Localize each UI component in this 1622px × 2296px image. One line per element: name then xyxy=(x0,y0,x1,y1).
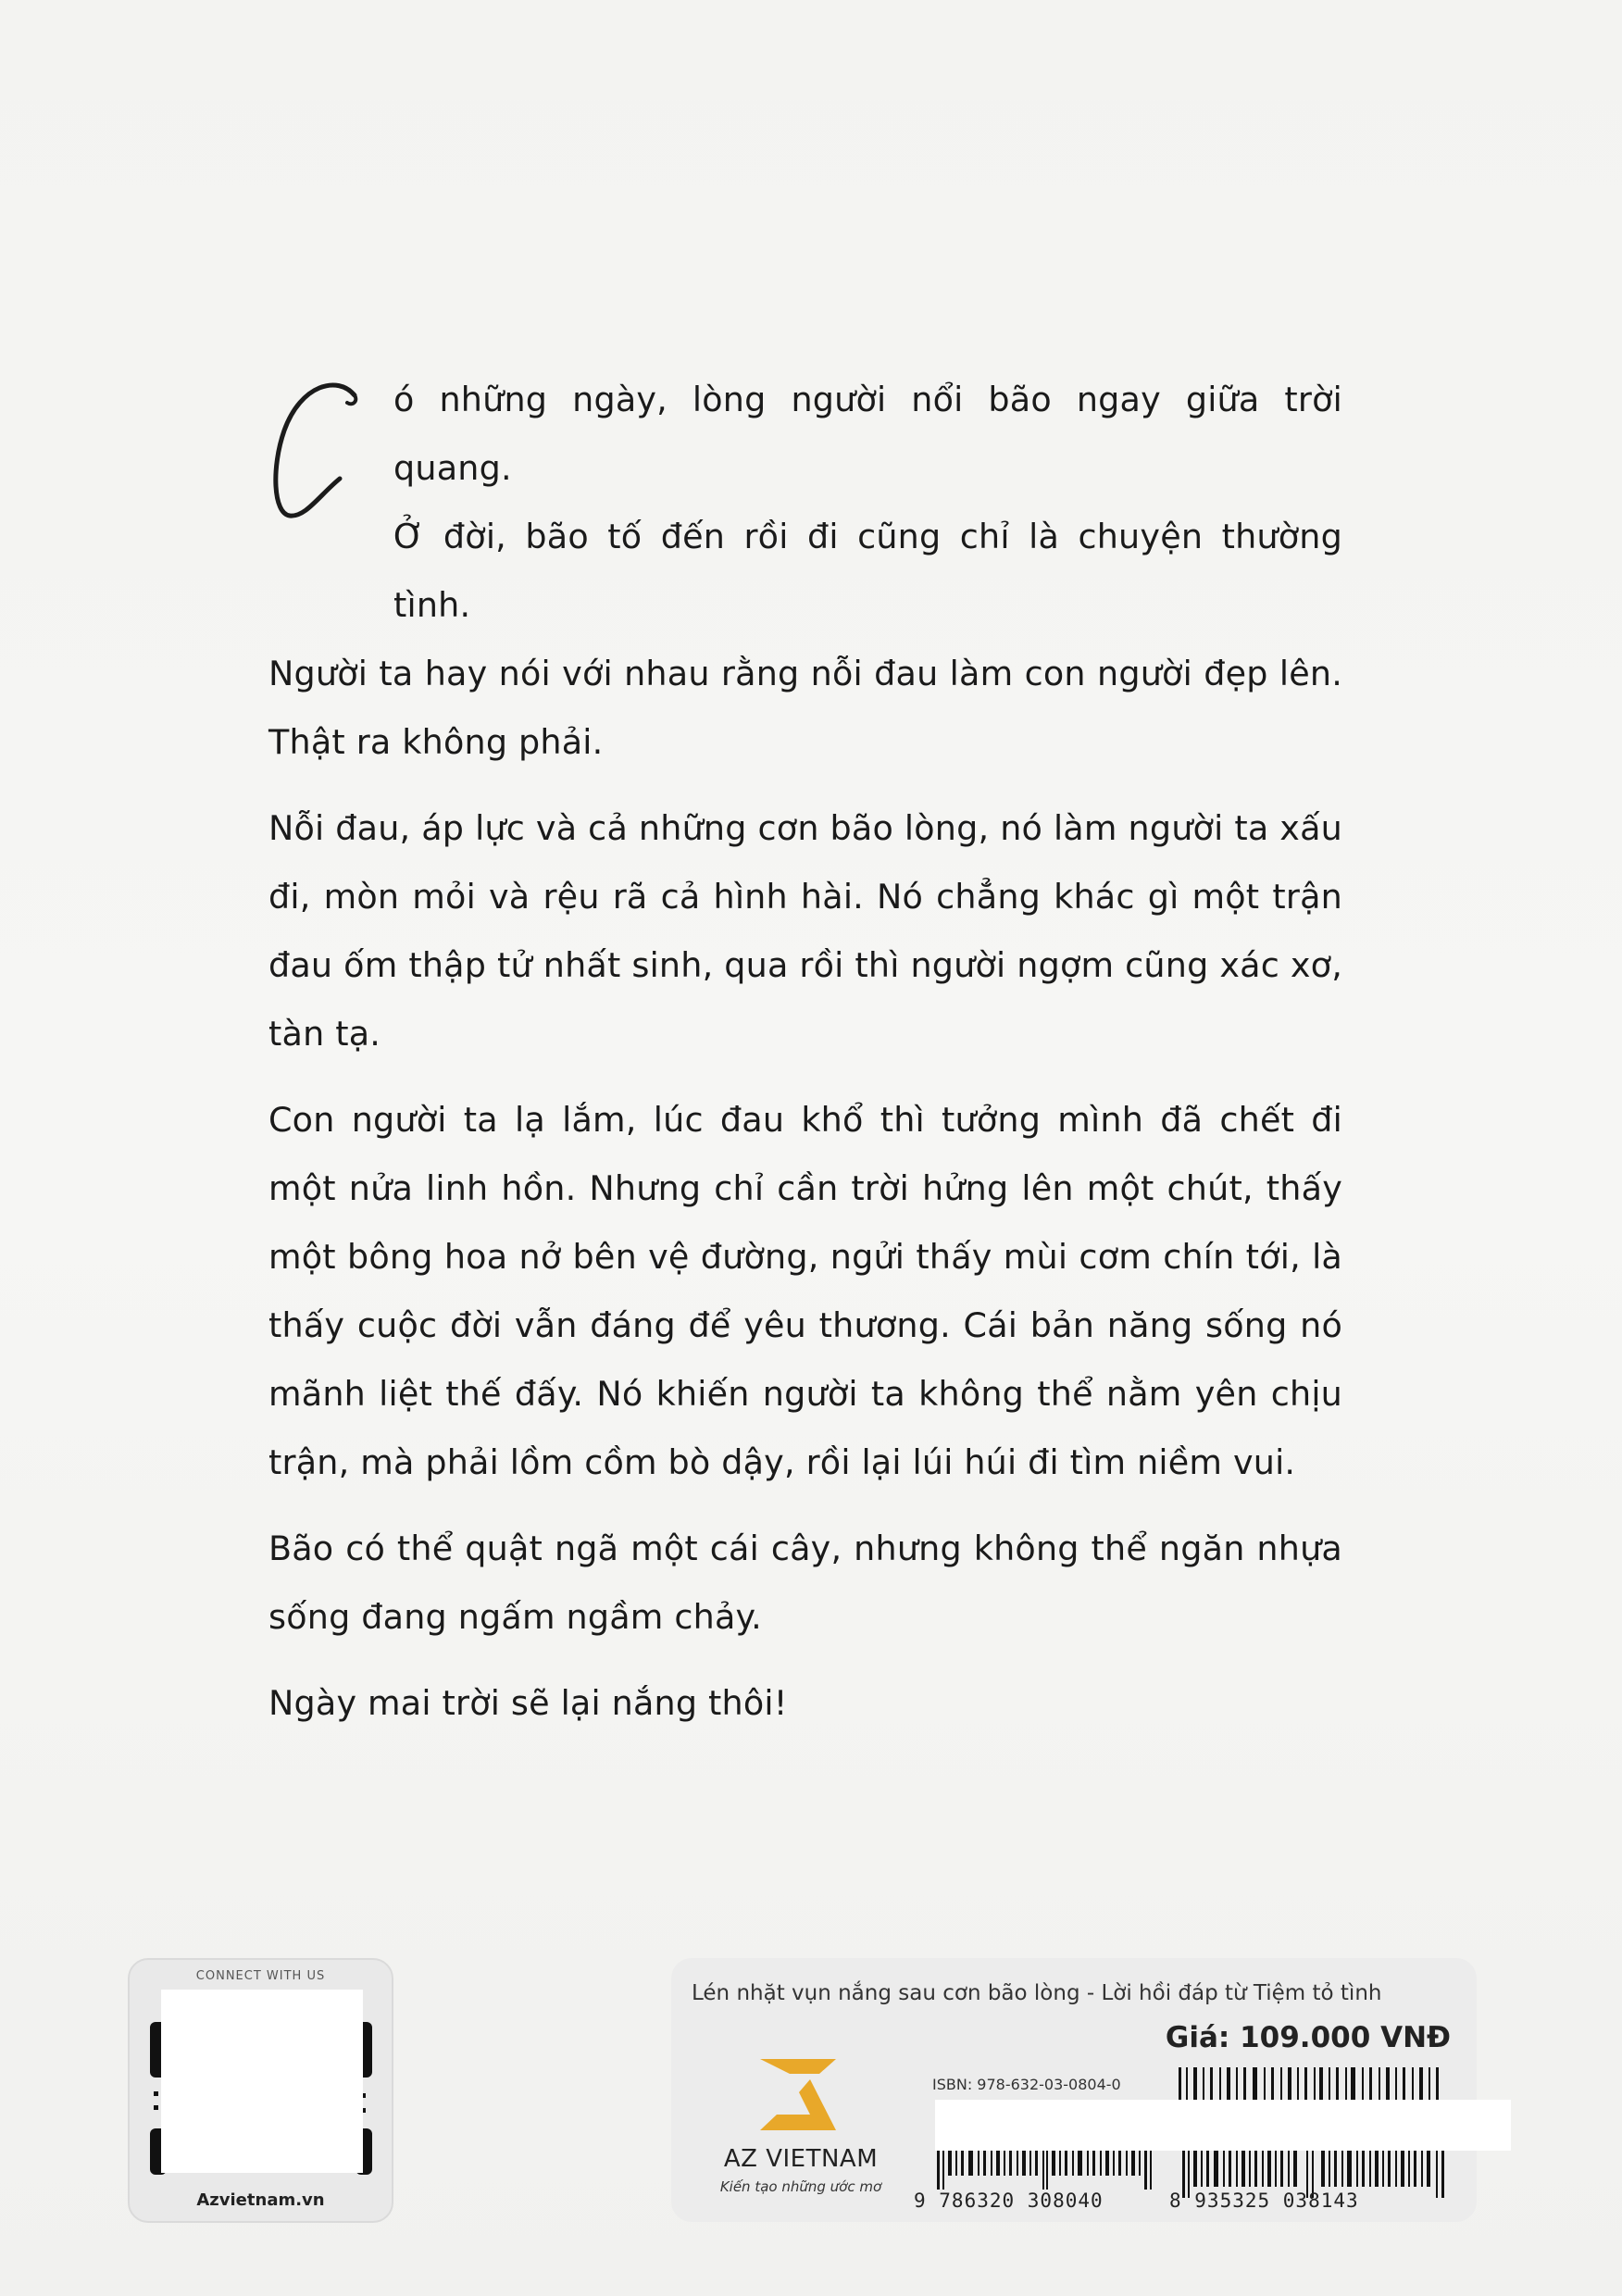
brand-name: AZ VIETNAM xyxy=(723,2145,879,2173)
body-text xyxy=(268,366,1342,1755)
paragraph-2: Nỗi đau, áp lực và cả những cơn bão lòng, nó làm người ta xấu đi, mòn mỏi và rệu rã cả hình hài. Nó chẳng khác gì một trận đau ốm thập tử nhất sinh, qua rồi thì người ngợm cũng xác xơ, tàn tạ. xyxy=(268,808,1342,1054)
qr-card xyxy=(128,1958,393,2223)
price-barcode-icon xyxy=(1179,2067,1456,2104)
isbn-barcode-digits: 9 786320 308040 xyxy=(914,2190,1104,2212)
paragraph-1 xyxy=(268,366,1342,777)
brand-tagline: Kiến tạo những ước mơ xyxy=(719,2178,882,2195)
ean-barcode-digits: 8 935325 038143 xyxy=(1169,2190,1359,2212)
paragraph-1-rest: Người ta hay nói với nhau rằng nỗi đau làm con người đẹp lên. Thật ra không phải. xyxy=(268,654,1342,762)
website-label: Azvietnam.vn xyxy=(196,2190,325,2210)
paragraph-5: Ngày mai trời sẽ lại nắng thôi! xyxy=(268,1683,788,1723)
book-title: Lén nhặt vụn nắng sau cơn bão lòng - Lời hồi đáp từ Tiệm tỏ tình xyxy=(692,1981,1382,2005)
price-label: Giá: 109.000 VNĐ xyxy=(1165,2021,1451,2054)
qr-code-redacted xyxy=(161,1990,363,2173)
redaction-patch xyxy=(935,2100,1511,2151)
paragraph-1-line-1: ó những ngày, lòng người nổi bão ngay giữa trời quang. xyxy=(393,380,1342,488)
paragraph-1-line-2: Ở đời, bão tố đến rồi đi cũng chỉ là chuyện thường tình. xyxy=(393,517,1342,625)
price-sticker xyxy=(671,1958,1477,2222)
paragraph-4: Bão có thể quật ngã một cái cây, nhưng không thể ngăn nhựa sống đang ngấm ngầm chảy. xyxy=(268,1529,1342,1637)
az-vietnam-logo-icon xyxy=(756,2055,840,2134)
paragraph-3: Con người ta lạ lắm, lúc đau khổ thì tưởng mình đã chết đi một nửa linh hồn. Nhưng chỉ cần trời hửng lên một chút, thấy một bông hoa nở bên vệ đường, ngửi thấy mùi cơm chín tới, là thấy cuộc đời vẫn đáng để yêu thương. Cái bản năng sống nó mãnh liệt thế đấy. Nó khiến người ta không thể nằm yên chịu trận, mà phải lồm cồm bò dậy, rồi lại lúi húi đi tìm niềm vui. xyxy=(268,1100,1342,1482)
qr-card-header: CONNECT WITH US xyxy=(195,1969,326,1980)
isbn-label: ISBN: 978-632-03-0804-0 xyxy=(932,2076,1121,2093)
